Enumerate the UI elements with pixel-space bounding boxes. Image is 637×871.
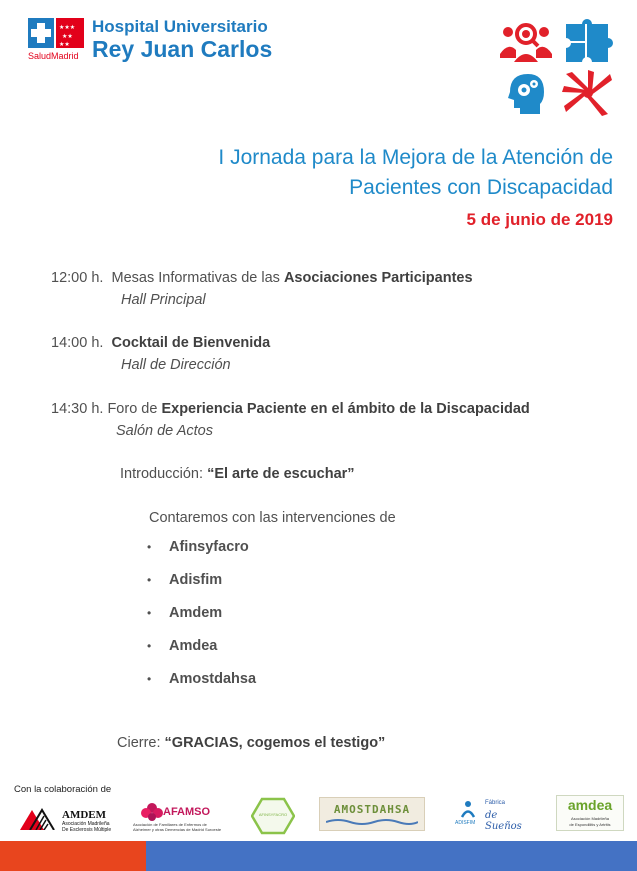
closing (117, 735, 385, 751)
svg-text:★★: ★★ (59, 41, 70, 48)
agenda-bold: Experiencia Paciente en el ámbito de la Discapacidad (161, 401, 530, 417)
footer-bar-left (0, 841, 146, 871)
list-item-label: Afinsyfacro (168, 539, 249, 555)
list-item-label: Amdem (168, 605, 223, 621)
list-item (147, 637, 256, 670)
agenda-time: 14:30 h. (51, 401, 104, 417)
sponsor-name: AMOSTDAHSA (333, 803, 411, 816)
puzzle-icon (562, 18, 614, 64)
footer-bar-right (146, 841, 637, 871)
agenda-bold: Asociaciones Participantes (283, 270, 473, 286)
interventions-list (147, 538, 256, 703)
sponsor-extra: Fábrica (485, 800, 506, 806)
list-item-label: Amostdahsa (168, 671, 257, 687)
bullet-icon: • (147, 672, 152, 686)
agenda-time: 14:00 h. (51, 335, 104, 351)
agenda-place: Salón de Actos (116, 423, 213, 439)
agenda-text: Foro de (107, 401, 162, 417)
sponsor-name: ADISFIM (455, 820, 476, 826)
closing-label: Cierre: (117, 735, 165, 751)
sponsor-afinsyfacro-logo (251, 797, 295, 835)
agenda-place: Hall de Dirección (121, 357, 231, 373)
intro-label: Introducción: (120, 466, 208, 482)
event-date: 5 de junio de 2019 (466, 210, 613, 229)
list-item (147, 538, 256, 571)
list-item (147, 604, 256, 637)
list-item (147, 571, 256, 604)
svg-text:★★★: ★★★ (59, 24, 76, 31)
agenda-item (51, 270, 473, 286)
list-item-label: Amdea (168, 638, 218, 654)
sponsor-sub: de Espondilitis y Artritis (569, 822, 611, 827)
wave-icon (326, 818, 418, 826)
sponsor-sub: Asociación Madrileña (62, 821, 110, 827)
sponsor-sub: Alzheimer y otras Demencias de Madrid Suroeste (133, 827, 222, 832)
bullet-icon: • (147, 573, 152, 587)
sponsor-name: AMDEM (62, 809, 106, 821)
afamso-flower-icon (141, 802, 163, 822)
sponsor-amdea-logo (556, 795, 624, 831)
sponsor-name: AFINSYFACRO (258, 812, 288, 817)
collaboration-label: Con la colaboración de (14, 784, 112, 795)
closing-title: “GRACIAS, cogemos el testigo” (164, 735, 386, 751)
agenda-text: Mesas Informativas de las (111, 270, 284, 286)
agenda-item (51, 335, 270, 351)
sponsor-name: AFAMSO (163, 806, 211, 818)
sponsor-sub: De Esclerosis Múltiple (62, 827, 112, 833)
sponsor-sub: Asociación Madrileña (570, 816, 610, 821)
interventions-label: Contaremos con las intervenciones de (149, 510, 396, 526)
head-gears-icon (500, 70, 552, 116)
event-title-line1: I Jornada para la Mejora de la Atención de (218, 146, 613, 169)
introduction (120, 466, 355, 482)
salud-madrid-text: SaludMadrid (28, 51, 79, 61)
hospital-name-line2: Rey Juan Carlos (92, 36, 273, 62)
bullet-icon: • (147, 606, 152, 620)
sponsor-name: amdea (567, 797, 613, 813)
sponsor-afamso-logo (133, 800, 233, 836)
sponsor-extra: de Sueños (485, 810, 522, 832)
adisfim-person-icon (459, 800, 477, 818)
agenda-place: Hall Principal (121, 292, 206, 308)
people-search-icon (500, 18, 552, 64)
sponsor-sub: Asociación de Familiares de Enfermos de (133, 822, 207, 827)
bullet-icon: • (147, 540, 152, 554)
bullet-icon: • (147, 639, 152, 653)
list-item (147, 670, 256, 703)
list-item-label: Adisfim (168, 572, 223, 588)
hospital-name-line1: Hospital Universitario (92, 17, 268, 36)
agenda-item (51, 401, 530, 417)
sponsor-amdem-logo (20, 805, 120, 835)
svg-text:★★: ★★ (62, 33, 73, 40)
sponsor-amostdahsa-logo (319, 797, 425, 831)
intro-title: “El arte de escuchar” (207, 466, 355, 482)
amdem-mark-icon (20, 808, 60, 830)
event-title-line2: Pacientes con Discapacidad (349, 176, 613, 199)
agenda-time: 12:00 h. (51, 270, 104, 286)
salud-madrid-logo (28, 18, 84, 52)
event-title (93, 143, 613, 203)
agenda-bold: Cocktail de Bienvenida (111, 335, 271, 351)
hands-circle-icon (562, 70, 614, 116)
sponsor-adisfim-logo (455, 800, 535, 832)
